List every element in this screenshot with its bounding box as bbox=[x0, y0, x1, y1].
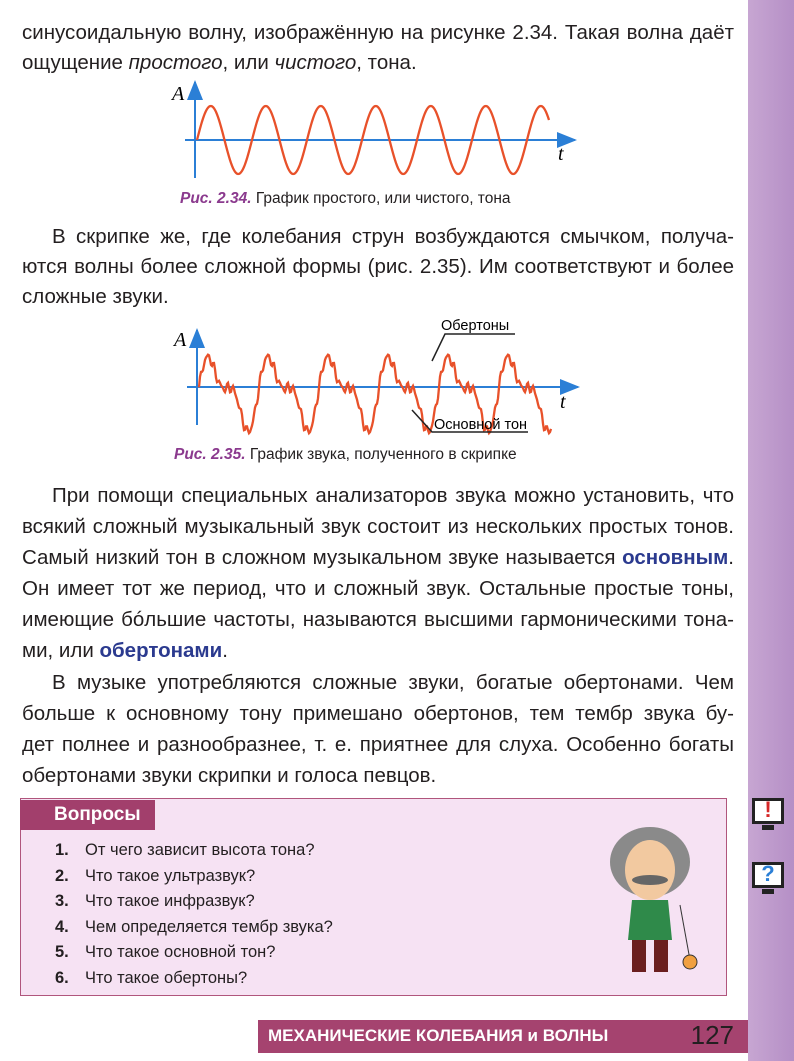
label-overtones: Обертоны bbox=[441, 318, 510, 334]
question-text: Что такое обертоны? bbox=[85, 968, 248, 987]
axis-label-a: A bbox=[174, 329, 187, 351]
text: . bbox=[728, 546, 734, 569]
axis-label-t: t bbox=[560, 391, 566, 413]
question-number: 4. bbox=[55, 917, 69, 936]
caption-text: График звука, полученного в скрипке bbox=[245, 446, 517, 463]
italic-term: чистого bbox=[274, 51, 357, 74]
question-item bbox=[55, 917, 333, 937]
caption-number: Рис. 2.35. bbox=[174, 446, 246, 463]
question-number: 5. bbox=[55, 943, 69, 961]
text-line: сложные звуки. bbox=[22, 285, 169, 308]
caption-text: График простого, или чистого, тона bbox=[251, 190, 511, 207]
question-number: 1. bbox=[55, 841, 69, 859]
text-line: всякий сложный музыкальный звук состоит из нескольких простых тонов. bbox=[22, 515, 734, 538]
text-line: обертонами звуки скрипки и голоса певцов. bbox=[22, 764, 437, 787]
text-line bbox=[22, 636, 734, 666]
text: ми, или bbox=[22, 639, 100, 662]
question-number: 3. bbox=[55, 892, 69, 910]
text: , или bbox=[222, 51, 275, 74]
axis-label-a: A bbox=[172, 83, 185, 105]
page-number: 127 bbox=[690, 1020, 734, 1050]
question-item bbox=[55, 942, 275, 962]
text-line: В скрипке же, где колебания струн возбуждаются смычком, получа- bbox=[52, 225, 734, 248]
figure-2-35 bbox=[172, 318, 578, 433]
question-item bbox=[55, 968, 247, 988]
question-item bbox=[55, 866, 255, 886]
question-number: 2. bbox=[55, 866, 69, 885]
text-line: В музыке употребляются сложные звуки, богатые обертонами. Чем bbox=[52, 671, 734, 694]
text: Самый низкий тон в сложном музыкальном звуке называется bbox=[22, 546, 623, 569]
section-title: МЕХАНИЧЕСКИЕ КОЛЕБАНИЯ и ВОЛНЫ bbox=[268, 1026, 609, 1045]
text-line: синусоидальную волну, изображённую на рисунке 2.34. Такая волна даёт bbox=[22, 21, 734, 44]
text-line: Он имеет тот же период, что и сложный звук. Остальные простые тоны, bbox=[22, 577, 734, 600]
figure-caption bbox=[180, 190, 511, 208]
question-text: Чем определяется тембр звука? bbox=[85, 917, 333, 936]
question-number: 6. bbox=[55, 968, 69, 987]
text: ощущение bbox=[22, 51, 129, 74]
figure-caption bbox=[174, 446, 517, 464]
label-fundamental: Основной тон bbox=[434, 417, 528, 433]
question-monitor-icon[interactable]: ? bbox=[752, 862, 784, 888]
page-footer bbox=[258, 1020, 748, 1053]
questions-title: Вопросы bbox=[20, 800, 155, 830]
key-term: основным bbox=[622, 546, 729, 569]
text-line: ются волны более сложной формы (рис. 2.35). Им соответствуют и более bbox=[22, 255, 734, 278]
text-line: больше к основному тону примешано обертонов, тем тембр звука бу- bbox=[22, 702, 734, 725]
text-line: имеющие бóльшие частоты, называются высшими гармоническими тона- bbox=[22, 608, 734, 631]
exclamation-monitor-icon[interactable]: ! bbox=[752, 798, 784, 824]
axis-label-t: t bbox=[558, 143, 564, 165]
caption-number: Рис. 2.34. bbox=[180, 190, 252, 207]
text: , тона. bbox=[356, 51, 417, 74]
question-item bbox=[55, 891, 255, 911]
text-line: дет полнее и разнообразнее, т. е. приятнее для слуха. Особенно богаты bbox=[22, 733, 734, 756]
text: . bbox=[222, 639, 228, 662]
question-text: От чего зависит высота тона? bbox=[85, 841, 315, 859]
question-text: Что такое ультразвук? bbox=[85, 866, 256, 885]
question-text: Что такое инфразвук? bbox=[85, 892, 255, 910]
text-line: При помощи специальных анализаторов звука можно установить, что bbox=[52, 484, 734, 507]
question-text: Что такое основной тон? bbox=[85, 943, 276, 961]
figure-2-34 bbox=[170, 82, 575, 178]
italic-term: простого bbox=[128, 51, 223, 74]
question-item bbox=[55, 840, 315, 860]
text-line bbox=[22, 543, 734, 573]
key-term: обертонами bbox=[99, 639, 223, 662]
overtones-leader bbox=[432, 334, 515, 361]
